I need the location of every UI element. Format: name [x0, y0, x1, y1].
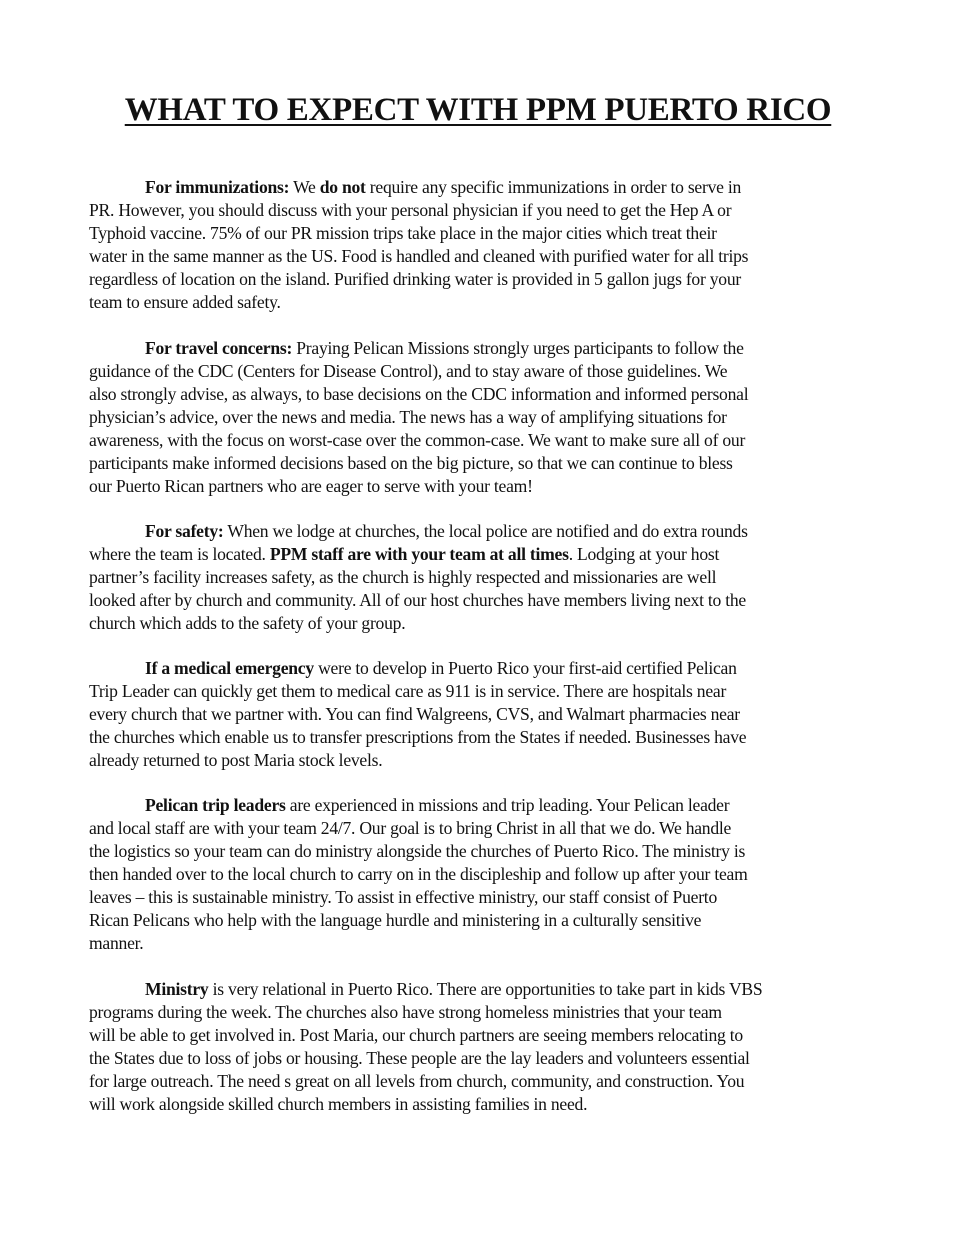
text-run: We — [289, 177, 320, 197]
paragraph-line: Trip Leader can quickly get them to medical care as 911 is in service. There are hospitals near — [89, 681, 727, 701]
paragraph-line: our Puerto Rican partners who are eager to serve with your team! — [89, 476, 533, 496]
emphasis-text: do not — [319, 177, 366, 197]
paragraph-line — [89, 337, 879, 360]
paragraph-medical-emergency — [89, 657, 879, 772]
paragraph-line — [89, 978, 879, 1001]
paragraph-line: awareness, with the focus on worst-case over the common-case. We want to make sure all of our — [89, 430, 746, 450]
paragraph-line — [89, 794, 879, 817]
paragraph-line: the logistics so your team can do ministry alongside the churches of Puerto Rico. The ministry is — [89, 841, 746, 861]
text-run: where the team is located. — [89, 544, 270, 564]
paragraph-line: guidance of the CDC (Centers for Disease Control), and to stay aware of those guidelines. We — [89, 361, 728, 381]
paragraph-line: manner. — [89, 933, 144, 953]
paragraph-line: looked after by church and community. All of our host churches have members living next to the — [89, 590, 746, 610]
paragraph-lead: For immunizations: — [145, 177, 290, 197]
paragraph-lead: For travel concerns: — [145, 338, 293, 358]
paragraph-line: every church that we partner with. You can find Walgreens, CVS, and Walmart pharmacies near — [89, 704, 740, 724]
paragraph-line: water in the same manner as the US. Food is handled and cleaned with purified water for all trips — [89, 246, 749, 266]
text-run: is very relational in Puerto Rico. There are opportunities to take part in kids VBS — [208, 979, 763, 999]
paragraph-line: PR. However, you should discuss with your personal physician if you need to get the Hep A or — [89, 200, 732, 220]
paragraph-line: participants make informed decisions based on the big picture, so that we can continue to bless — [89, 453, 733, 473]
paragraph-line: partner’s facility increases safety, as the church is highly respected and missionaries are well — [89, 567, 717, 587]
paragraph-line: the churches which enable us to transfer prescriptions from the States if needed. Businesses have — [89, 727, 747, 747]
paragraph-line: the States due to loss of jobs or housing. These people are the lay leaders and volunteers essential — [89, 1048, 750, 1068]
paragraph-line: regardless of location on the island. Purified drinking water is provided in 5 gallon jugs for your — [89, 269, 741, 289]
paragraph-line: for large outreach. The need s great on all levels from church, community, and construction. You — [89, 1071, 745, 1091]
paragraph-line: Rican Pelicans who help with the language hurdle and ministering in a culturally sensitive — [89, 910, 702, 930]
paragraph-line: leaves – this is sustainable ministry. To assist in effective ministry, our staff consist of Puerto — [89, 887, 717, 907]
paragraph-safety — [89, 520, 879, 635]
text-run: Praying Pelican Missions strongly urges participants to follow the — [292, 338, 744, 358]
paragraph-line: already returned to post Maria stock levels. — [89, 750, 383, 770]
paragraph-line — [89, 657, 879, 680]
paragraph-line: team to ensure added safety. — [89, 292, 281, 312]
paragraph-ministry — [89, 978, 879, 1116]
paragraph-line: Typhoid vaccine. 75% of our PR mission trips take place in the major cities which treat their — [89, 223, 717, 243]
emphasis-text: PPM staff are with your team at all times — [269, 544, 569, 564]
paragraph-immunizations — [89, 176, 879, 314]
text-run: were to develop in Puerto Rico your first-aid certified Pelican — [313, 658, 737, 678]
paragraph-travel-concerns — [89, 337, 879, 498]
paragraph-lead: For safety: — [145, 521, 224, 541]
text-run: require any specific immunizations in order to serve in — [365, 177, 742, 197]
text-run: When we lodge at churches, the local police are notified and do extra rounds — [223, 521, 748, 541]
paragraph-line — [89, 543, 879, 566]
paragraph-line: will be able to get involved in. Post Maria, our church partners are seeing members relocating to — [89, 1025, 743, 1045]
paragraph-lead: Pelican trip leaders — [145, 795, 286, 815]
paragraph-trip-leaders — [89, 794, 879, 955]
paragraph-lead: Ministry — [145, 979, 209, 999]
paragraph-lead: If a medical emergency — [145, 658, 314, 678]
paragraph-line: and local staff are with your team 24/7. Our goal is to bring Christ in all that we do. We handle — [89, 818, 732, 838]
paragraph-line — [89, 176, 879, 199]
paragraph-line: also strongly advise, as always, to base decisions on the CDC information and informed personal — [89, 384, 749, 404]
paragraph-line: will work alongside skilled church members in assisting families in need. — [89, 1094, 588, 1114]
paragraph-line: then handed over to the local church to carry on in the discipleship and follow up after your team — [89, 864, 748, 884]
page-title: WHAT TO EXPECT WITH PPM PUERTO RICO — [124, 92, 832, 128]
paragraph-line — [89, 520, 879, 543]
paragraph-line: programs during the week. The churches also have strong homeless ministries that your team — [89, 1002, 722, 1022]
text-run: are experienced in missions and trip leading. Your Pelican leader — [285, 795, 730, 815]
text-run: . Lodging at your host — [568, 544, 720, 564]
paragraph-line: church which adds to the safety of your group. — [89, 613, 406, 633]
paragraph-line: physician’s advice, over the news and media. The news has a way of amplifying situations for — [89, 407, 727, 427]
